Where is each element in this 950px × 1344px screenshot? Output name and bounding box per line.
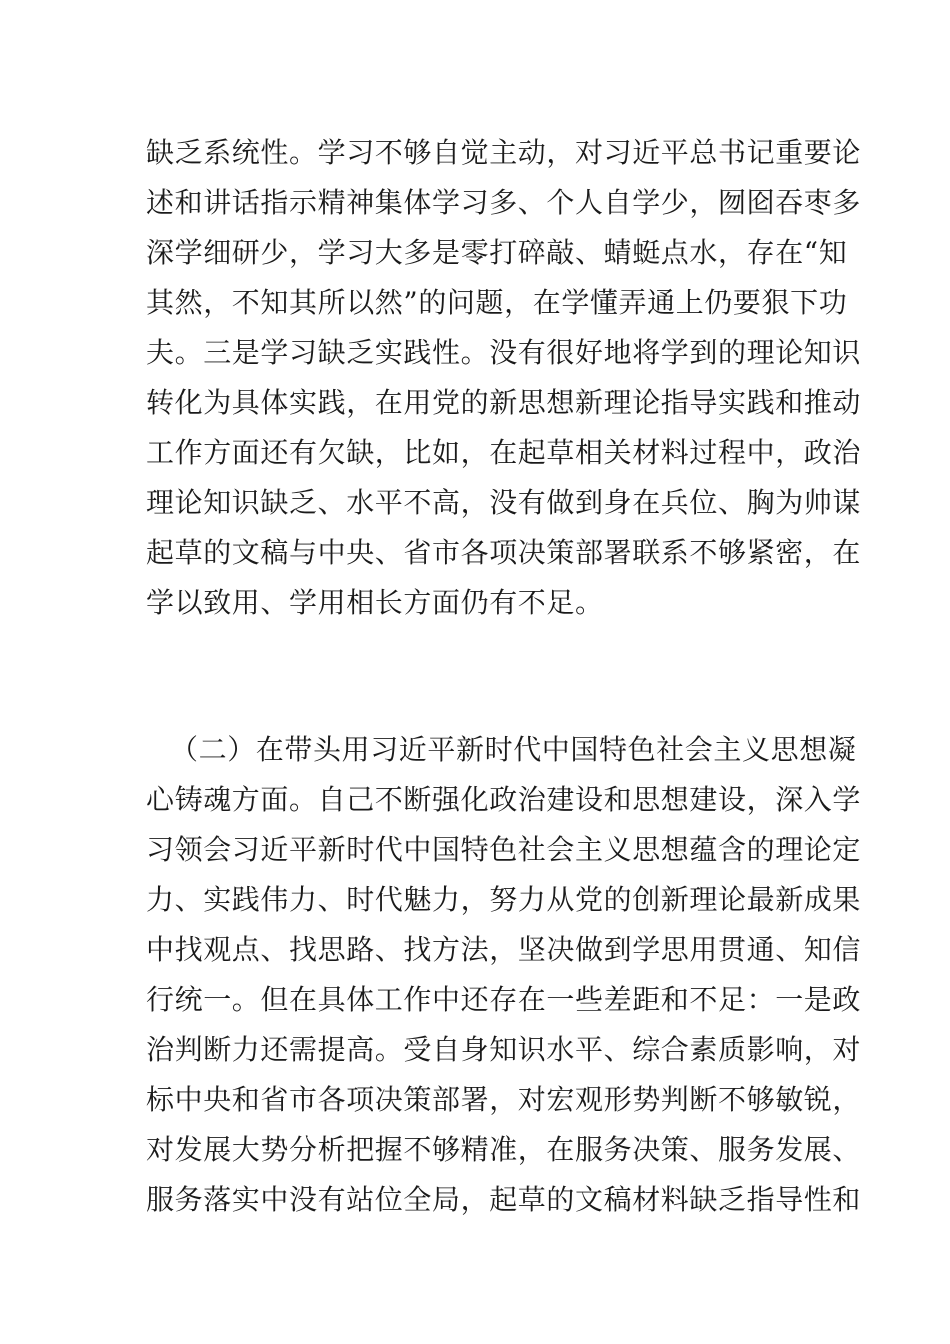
text-line: 述和讲话指示精神集体学习多、个人自学少，囫囵吞枣多 [146, 186, 862, 219]
text-line: 理论知识缺乏、水平不高，没有做到身在兵位、胸为帅谋 [146, 486, 862, 519]
text-line: 心铸魂方面。自己不断强化政治建设和思想建设，深入学 [146, 783, 862, 816]
text-line: 转化为具体实践，在用党的新思想新理论指导实践和推动 [146, 386, 862, 419]
text-line: 行统一。但在具体工作中还存在一些差距和不足：一是政 [146, 983, 862, 1016]
text-line: 力、实践伟力、时代魅力，努力从党的创新理论最新成果 [146, 883, 862, 916]
text-line: 其然，不知其所以然”的问题，在学懂弄通上仍要狠下功 [146, 286, 848, 319]
text-line: 学以致用、学用相长方面仍有不足。 [146, 586, 604, 619]
text-line: 起草的文稿与中央、省市各项决策部署联系不够紧密，在 [146, 536, 862, 569]
section-heading-line: （二）在带头用习近平新时代中国特色社会主义思想凝 [170, 733, 857, 766]
text-line: 深学细研少，学习大多是零打碎敲、蜻蜓点水，存在“知 [146, 236, 848, 269]
text-line: 治判断力还需提高。受自身知识水平、综合素质影响，对 [146, 1033, 862, 1066]
text-line: 缺乏系统性。学习不够自觉主动，对习近平总书记重要论 [146, 136, 862, 169]
text-line: 标中央和省市各项决策部署，对宏观形势判断不够敏锐， [146, 1083, 862, 1116]
text-line: 对发展大势分析把握不够精准，在服务决策、服务发展、 [146, 1133, 862, 1166]
text-line: 中找观点、找思路、找方法，坚决做到学思用贯通、知信 [146, 933, 862, 966]
text-line: 服务落实中没有站位全局，起草的文稿材料缺乏指导性和 [146, 1183, 862, 1216]
text-line: 工作方面还有欠缺，比如，在起草相关材料过程中，政治 [146, 436, 862, 469]
text-line: 习领会习近平新时代中国特色社会主义思想蕴含的理论定 [146, 833, 862, 866]
text-line: 夫。三是学习缺乏实践性。没有很好地将学到的理论知识 [146, 336, 862, 369]
